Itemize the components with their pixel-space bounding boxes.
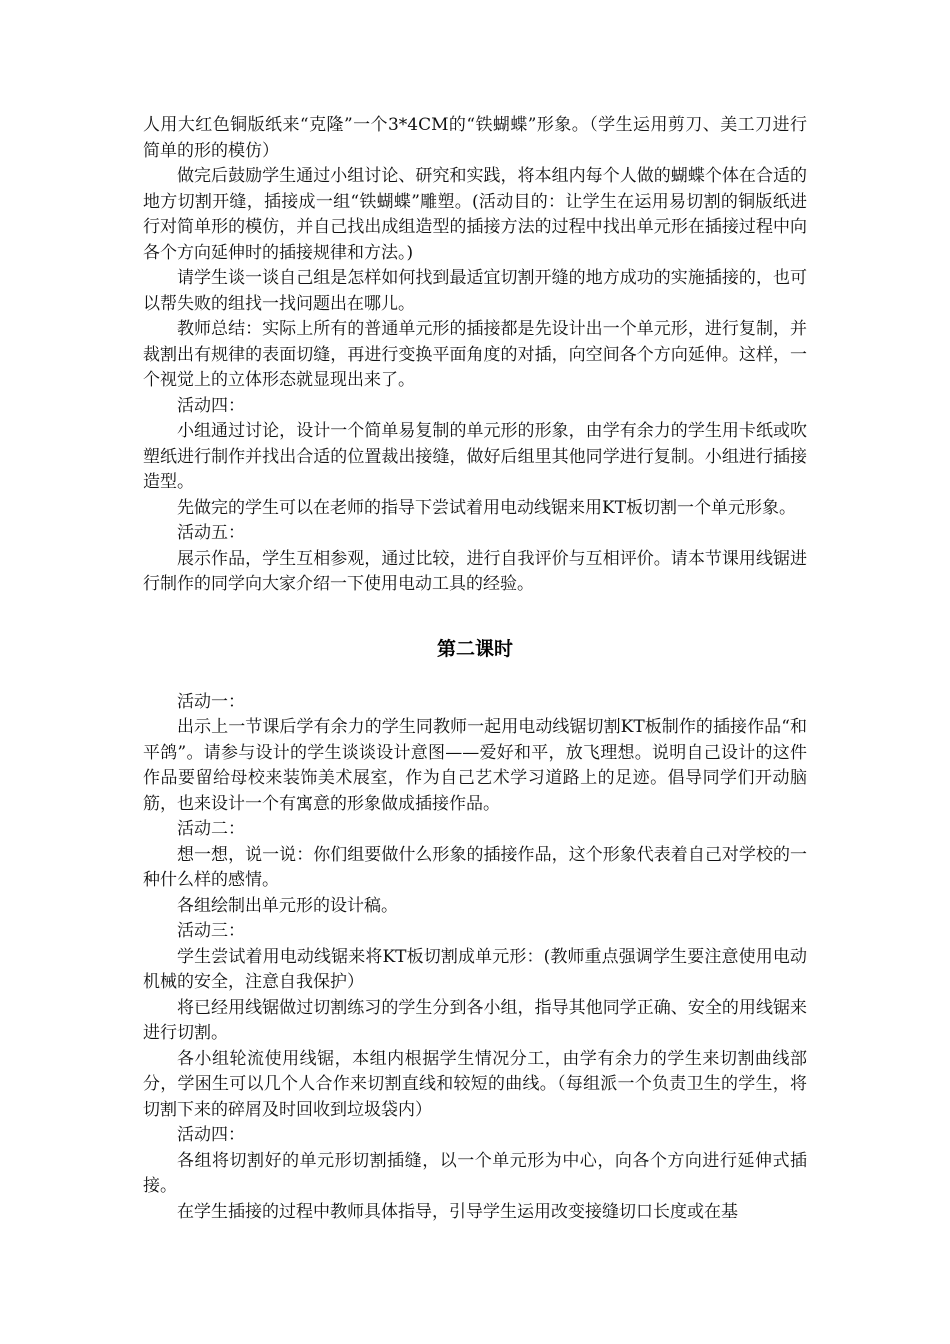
paragraph-take-turns: 各小组轮流使用线锯，本组内根据学生情况分工，由学有余力的学生来切割曲线部分，学困生可以几个人合作来切割直线和较短的曲线。（每组派一个负责卫生的学生，将切割下来的碎屑及时回收到垃圾袋内） (143, 1048, 807, 1120)
activity-four-label-2: 活动四： (177, 1125, 245, 1145)
activity-three-label: 活动三： (177, 921, 245, 941)
activity-five-label: 活动五： (177, 523, 245, 543)
paragraph-teacher-summary: 教师总结：实际上所有的普通单元形的插接都是先设计出一个单元形，进行复制，并裁割出有规律的表面切缝，再进行变换平面角度的对插，向空间各个方向延伸。这样，一个视觉上的立体形态就显现出来了。 (143, 319, 807, 390)
paragraph-think-and-say: 想一想，说一说：你们组要做什么形象的插接作品，这个形象代表着自己对学校的一种什么样的感情。 (143, 844, 807, 890)
paragraph-student-discussion: 请学生谈一谈自己组是怎样如何找到最适宜切割开缝的地方成功的实施插接的，也可以帮失败的组找一找问题出在哪儿。 (143, 268, 807, 314)
section-heading-second-lesson: 第二课时 (436, 637, 513, 660)
paragraph-peace-dove: 出示上一节课后学有余力的学生同教师一起用电动线锯切割KT板制作的插接作品“和平鸽”。请参与设计的学生谈谈设计意图——爱好和平，放飞理想。说明自己设计的这件作品要留给母校来装饰美术展室，作为自己艺术学习道路上的足迹。倡导同学们开动脑筋，也来设计一个有寓意的形象做成插接作品。 (143, 717, 807, 814)
paragraph-design-draft: 各组绘制出单元形的设计稿。 (177, 895, 398, 916)
paragraph-extend-insertion: 各组将切割好的单元形切割插缝，以一个单元形为中心，向各个方向进行延伸式插接。 (143, 1150, 807, 1196)
section-one (143, 113, 807, 598)
activity-four-label: 活动四： (177, 395, 245, 416)
activity-two-label: 活动二： (177, 819, 245, 839)
paragraph-safety: 学生尝试着用电动线锯来将KT板切割成单元形：(教师重点强调学生要注意使用电动机械的安全，注意自我保护） (143, 946, 807, 992)
paragraph-exhibition: 展示作品，学生互相参观，通过比较，进行自我评价与互相评价。请本节课用线锯进行制作的同学向大家介绍一下使用电动工具的经验。 (143, 548, 807, 594)
paragraph-teacher-guidance: 在学生插接的过程中教师具体指导，引导学生运用改变接缝切口长度或在基 (177, 1201, 738, 1222)
paragraph-group-assignment: 将已经用线锯做过切割练习的学生分到各小组，指导其他同学正确、安全的用线锯来进行切割。 (143, 997, 807, 1043)
paragraph-butterfly-sculpture: 做完后鼓励学生通过小组讨论、研究和实践，将本组内每个人做的蝴蝶个体在合适的地方切割开缝，插接成一组“铁蝴蝶”雕塑。(活动目的：让学生在运用易切割的铜版纸进行对简单形的模仿，并自己找出成组造型的插接方法的过程中找出单元形在插接过程中向各个方向延伸时的插接规律和方法。) (143, 166, 807, 263)
activity-one-label: 活动一： (177, 691, 245, 712)
paragraph-group-design: 小组通过讨论，设计一个简单易复制的单元形的形象，由学有余力的学生用卡纸或吹塑纸进行制作并找出合适的位置裁出接缝，做好后组里其他同学进行复制。小组进行插接造型。 (143, 421, 807, 492)
paragraph-continued: 人用大红色铜版纸来“克隆”一个3*4CM的“铁蝴蝶”形象。（学生运用剪刀、美工刀进行简单的形的模仿） (143, 115, 807, 161)
section-two (143, 690, 807, 1226)
paragraph-kt-board: 先做完的学生可以在老师的指导下尝试着用电动线锯来用KT板切割一个单元形象。 (177, 497, 797, 518)
document-page (143, 113, 807, 1225)
